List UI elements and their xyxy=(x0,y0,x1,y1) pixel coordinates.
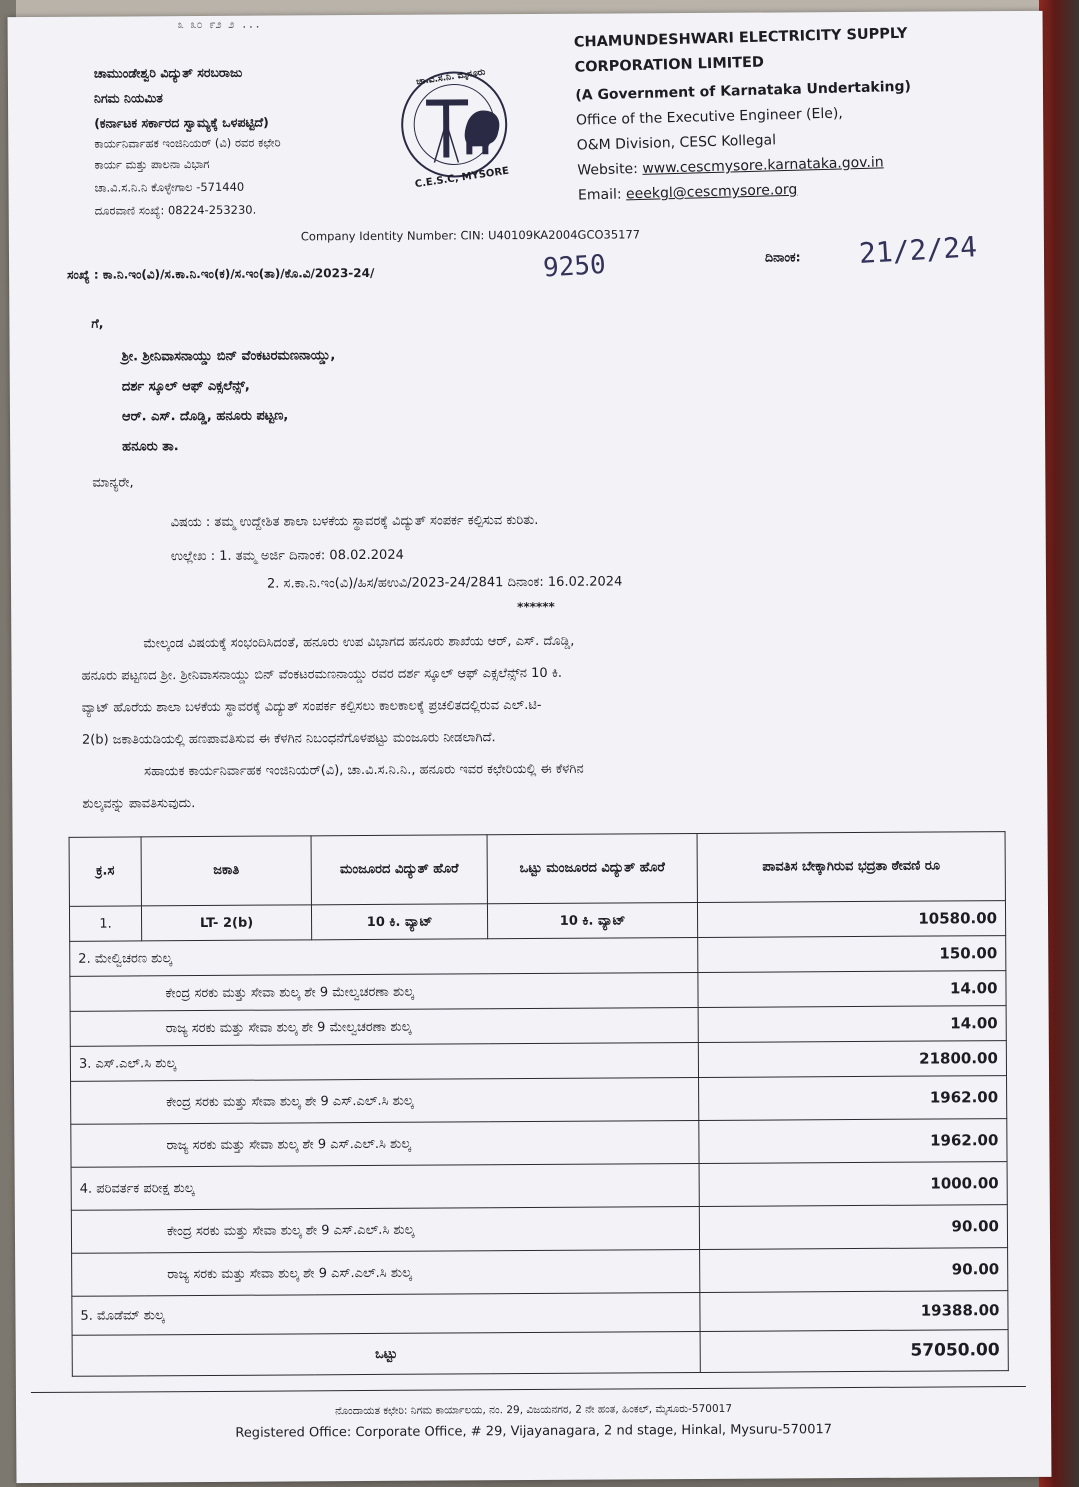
table-row xyxy=(70,1006,1006,1047)
recipient-place: ಆರ್. ಎಸ್. ದೊಡ್ಡಿ, ಹನೂರು ಪಟ್ಟಣ, xyxy=(121,408,289,425)
row-label: 3. ಎಸ್.ಎಲ್.ಸಿ ಶುಲ್ಕ xyxy=(70,1042,698,1081)
logo-bottom-text: C.E.S.C, MYSORE xyxy=(414,165,510,191)
row-label: ರಾಜ್ಯ ಸರಕು ಮತ್ತು ಸೇವಾ ಶುಲ್ಕ ಶೇ 9 ಎಸ್.ಎಲ್.ಸಿ ಶುಲ್ಕ xyxy=(72,1249,700,1296)
recipient-taluk: ಹನೂರು ತಾ. xyxy=(122,439,179,455)
website-link[interactable]: www.cescmysore.karnataka.gov.in xyxy=(642,154,884,177)
row-label: ಕೇಂದ್ರ ಸರಕು ಮತ್ತು ಸೇವಾ ಶುಲ್ಕ ಶೇ 9 ಎಸ್.ಎಲ್.ಸಿ ಶುಲ್ಕ xyxy=(71,1206,699,1253)
reference-1: ಉಲ್ಲೇಖ : 1. ತಮ್ಮ ಅರ್ಜಿ ದಿನಾಂಕ: 08.02.2024 xyxy=(170,547,404,565)
table-row xyxy=(71,1076,1007,1125)
separator-stars: ****** xyxy=(517,599,555,615)
row-amount: 14.00 xyxy=(698,1006,1006,1043)
row-amount: 14.00 xyxy=(698,971,1006,1008)
header-kn-line2: ನಿಗಮ ನಿಯಮಿತ xyxy=(93,90,163,106)
reference-2: 2. ಸ.ಕಾ.ನಿ.ಇಂ(ವಿ)/ಹಿಸ/ಹಉವಿ/2023-24/2841 ದಿನಾಂಕ: 16.02.2024 xyxy=(266,574,623,592)
letter-page xyxy=(8,11,1052,1483)
office-name: Office of the Executive Engineer (Ele), xyxy=(575,105,843,129)
handwritten-ref-number: 9250 xyxy=(542,249,607,284)
top-scribble: ೩ ೩೦ ೯೨ ೨ ... xyxy=(177,17,261,32)
header-sno: ಕ್ರ.ಸ xyxy=(69,837,141,906)
total-amount: 57050.00 xyxy=(700,1330,1008,1373)
row-label: 5. ಮೊಡೆಮ್ ಶುಲ್ಕ xyxy=(72,1292,700,1335)
row-label: ರಾಜ್ಯ ಸರಕು ಮತ್ತು ಸೇವಾ ಶುಲ್ಕ ಶೇ 9 ಎಸ್.ಎಲ್.ಸಿ ಶುಲ್ಕ xyxy=(71,1120,699,1167)
website-label: Website: xyxy=(577,160,643,179)
header-kn-line5: ಕಾರ್ಯ ಮತ್ತು ಪಾಲನಾ ವಿಭಾಗ xyxy=(94,156,210,172)
to-label: ಗೆ, xyxy=(91,315,104,331)
row-amount: 90.00 xyxy=(699,1205,1007,1250)
footer-rule xyxy=(31,1386,1026,1393)
row-amount: 1962.00 xyxy=(699,1076,1007,1121)
row-amount: 150.00 xyxy=(698,936,1006,973)
table-row xyxy=(69,901,1005,942)
table-row xyxy=(70,971,1006,1012)
row1-load: 10 ಕಿ. ವ್ಯಾಟ್ xyxy=(311,904,487,940)
row1-sno: 1. xyxy=(69,906,141,941)
recipient-address xyxy=(122,341,336,462)
para1-line3: ವ್ಯಾಟ್ ಹೊರೆಯ ಶಾಲಾ ಬಳಕೆಯ ಸ್ಥಾವರಕ್ಕೆ ವಿದ್ಯುತ್ ಸಂಪರ್ಕ ಕಲ್ಪಿಸಲು ಕಾಲಕಾಲಕ್ಕೆ ಪ್ರಚಲಿತದಲ್ಲಿರುವ ಎಲ್.ಟಿ- xyxy=(81,697,542,716)
table-row xyxy=(71,1119,1007,1168)
header-kn xyxy=(94,62,281,222)
email-label: Email: xyxy=(577,186,627,204)
table-row xyxy=(71,1205,1007,1254)
header-en xyxy=(574,23,914,207)
header-sanctioned-load: ಮಂಜೂರದ ವಿದ್ಯುತ್ ಹೊರೆ xyxy=(311,835,487,905)
total-label: ಒಟ್ಟು xyxy=(72,1331,700,1376)
row-label: 2. ಮೇಲ್ವಿಚರಣ ಶುಲ್ಕ xyxy=(70,937,698,976)
table-row xyxy=(72,1291,1008,1336)
table-total-row xyxy=(72,1330,1008,1377)
handwritten-date: 21/2/24 xyxy=(858,230,978,271)
row-amount: 1962.00 xyxy=(699,1119,1007,1164)
subject: ವಿಷಯ : ತಮ್ಮ ಉದ್ದೇಶಿತ ಶಾಲಾ ಬಳಕೆಯ ಸ್ಥಾವರಕ್ಕೆ ವಿದ್ಯುತ್ ಸಂಪರ್ಕ ಕಲ್ಪಿಸುವ ಕುರಿತು. xyxy=(170,512,539,531)
row-amount: 1000.00 xyxy=(699,1162,1007,1207)
company-name-line2: CORPORATION LIMITED xyxy=(574,54,765,76)
footer-en: Registered Office: Corporate Office, # 29, Vijayanagara, 2 nd stage, Hinkal, Mysuru-570017 xyxy=(235,1422,833,1441)
reference-number: ಸಂಖ್ಯೆ : ಕಾ.ನಿ.ಇಂ(ವಿ)/ಸ.ಕಾ.ನಿ.ಇಂ(ಕ)/ಸ.ಇಂ(ತಾ)/ಕೊ.ವಿ/2023-24/ xyxy=(67,265,375,282)
para1-line2: ಹನೂರು ಪಟ್ಟಣದ ಶ್ರೀ. ಶ್ರೀನಿವಾಸನಾಯ್ಡು ಬಿನ್ ವೆಂಕಟರಮಣನಾಯ್ಡು ರವರ ದರ್ಶ ಸ್ಕೂಲ್ ಆಫ್ ಎಕ್ಸಲೆನ್ಸ್‌ನ 10 ಕಿ. xyxy=(81,665,563,684)
table-header-row xyxy=(69,832,1005,907)
recipient-name: ಶ್ರೀ. ಶ್ರೀನಿವಾಸನಾಯ್ಡು ಬಿನ್ ವೆಂಕಟರಮಣನಾಯ್ಡು, xyxy=(121,348,336,365)
salutation: ಮಾನ್ಯರೇ, xyxy=(92,475,134,491)
body-paragraph-1 xyxy=(81,623,962,820)
row-amount: 21800.00 xyxy=(698,1041,1006,1078)
logo-top-text: ಚಾ.ವಿ.ಸ.ನಿ. ಮೈಸೂರು xyxy=(415,67,486,88)
header-kn-line3: (ಕರ್ನಾಟಕ ಸರ್ಕಾರದ ಸ್ವಾಮ್ಯಕ್ಕೆ ಒಳಪಟ್ಟಿದೆ) xyxy=(94,114,269,131)
table-row xyxy=(71,1162,1007,1211)
row1-total-load: 10 ಕಿ. ವ್ಯಾಟ್ xyxy=(487,902,697,938)
para1-line1: ಮೇಲ್ಕಂಡ ವಿಷಯಕ್ಕೆ ಸಂಭಂದಿಸಿದಂತೆ, ಹನೂರು ಉಪ ವಿಭಾಗದ ಹನೂರು ಶಾಖೆಯ ಆರ್, ಎಸ್. ದೊಡ್ಡಿ, xyxy=(143,633,575,652)
row-label: ಕೇಂದ್ರ ಸರಕು ಮತ್ತು ಸೇವಾ ಶುಲ್ಕ ಶೇ 9 ಮೇಲ್ವಚರಣಾ ಶುಲ್ಕ xyxy=(70,972,698,1011)
row-amount: 90.00 xyxy=(700,1248,1008,1293)
row1-tariff: LT- 2(b) xyxy=(141,905,311,941)
date-label: ದಿನಾಂಕ: xyxy=(764,249,801,265)
header-kn-line6: ಚಾ.ವಿ.ಸ.ನಿ.ನಿ ಕೊಳ್ಳೇಗಾಲ -571440 xyxy=(94,179,245,195)
header-tariff: ಜಕಾತಿ xyxy=(141,836,311,906)
division-name: O&M Division, CESC Kollegal xyxy=(576,132,777,154)
email-link[interactable]: eeekgl@cescmysore.org xyxy=(625,181,798,203)
fee-table xyxy=(69,831,1009,1377)
table-row xyxy=(70,936,1006,977)
footer-kn: ನೊಂದಾಯತ ಕಛೇರಿ: ನಿಗಮ ಕಾರ್ಯಾಲಯ, ನಂ. 29, ವಿಜಯನಗರ, 2 ನೇ ಹಂತ, ಹಿಂಕಲ್, ಮೈಸೂರು-570017 xyxy=(335,1402,733,1418)
header-deposit: ಪಾವತಿಸ ಬೇಕ್ಕಾಗಿರುವ ಭದ್ರತಾ ಠೇವಣಿ ರೂ xyxy=(697,832,1005,903)
header-kn-line1: ಚಾಮುಂಡೇಶ್ವರಿ ವಿದ್ಯುತ್ ಸರಬರಾಜು xyxy=(93,64,243,81)
recipient-school: ದರ್ಶ ಸ್ಕೂಲ್ ಆಫ್ ಎಕ್ಸಲೆನ್ಸ್, xyxy=(121,378,250,395)
para1-line4: 2(b) ಜಕಾತಿಯಡಿಯಲ್ಲಿ ಹಣಪಾವತಿಸುವ ಈ ಕೆಳಗಿನ ನಿಬಂಧನೆಗೊಳಪಟ್ಟು ಮಂಜೂರು ನೀಡಲಾಗಿದೆ. xyxy=(81,730,496,748)
header-kn-line4: ಕಾರ್ಯನಿರ್ವಾಹಕ ಇಂಜಿನಿಯರ್ (ವಿ) ರವರ ಕಛೇರಿ xyxy=(94,135,281,151)
row1-amount: 10580.00 xyxy=(697,901,1005,938)
govt-undertaking: (A Government of Karnataka Undertaking) xyxy=(575,78,912,104)
table-row xyxy=(72,1248,1008,1297)
row-label: ಕೇಂದ್ರ ಸರಕು ಮತ್ತು ಸೇವಾ ಶುಲ್ಕ ಶೇ 9 ಎಸ್.ಎಲ್.ಸಿ ಶುಲ್ಕ xyxy=(71,1077,699,1124)
row-label: 4. ಪರಿವರ್ತಕ ಪರೀಕ್ಷ ಶುಲ್ಕ xyxy=(71,1163,699,1210)
header-total-load: ಒಟ್ಟು ಮಂಜೂರದ ವಿದ್ಯುತ್ ಹೊರೆ xyxy=(487,833,697,903)
para2-line1: ಸಹಾಯಕ ಕಾರ್ಯನಿರ್ವಾಹಕ ಇಂಜಿನಿಯರ್(ವಿ), ಚಾ.ವಿ.ಸ.ನಿ.ನಿ., ಹನೂರು ಇವರ ಕಛೇರಿಯಲ್ಲಿ ಈ ಕೆಳಗಿನ xyxy=(144,761,584,780)
row-label: ರಾಜ್ಯ ಸರಕು ಮತ್ತು ಸೇವಾ ಶುಲ್ಕ ಶೇ 9 ಮೇಲ್ವಚರಣಾ ಶುಲ್ಕ xyxy=(70,1007,698,1046)
row-amount: 19388.00 xyxy=(700,1291,1008,1332)
cesc-logo xyxy=(386,62,537,198)
table-row xyxy=(70,1041,1006,1082)
company-name-line1: CHAMUNDESHWARI ELECTRICITY SUPPLY xyxy=(573,25,908,51)
header-kn-line7: ದೂರವಾಣಿ ಸಂಖ್ಯೆ: 08224-253230. xyxy=(94,202,257,218)
cin-number: Company Identity Number: CIN: U40109KA2004GCO35177 xyxy=(300,227,641,244)
para2-line2: ಶುಲ್ಕವನ್ನು ಪಾವತಿಸುವುದು. xyxy=(82,796,196,812)
